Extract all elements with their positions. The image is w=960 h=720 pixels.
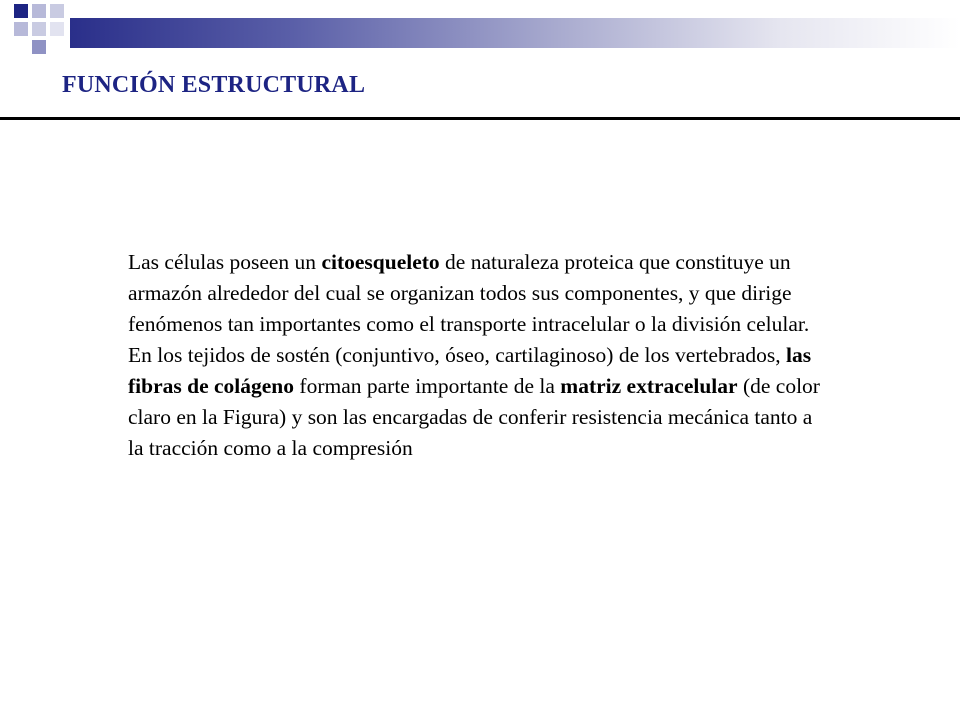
- text-run: forman parte importante de la: [294, 374, 561, 398]
- decorative-square: [32, 22, 46, 36]
- decorative-square: [14, 4, 28, 18]
- body-paragraph: [128, 247, 828, 464]
- decorative-square: [32, 40, 46, 54]
- text-run: Las células poseen un: [128, 250, 322, 274]
- header-gradient-band: [70, 18, 960, 48]
- decorative-square: [50, 22, 64, 36]
- bold-term-fibras-colageno: las fibras de colágeno: [128, 343, 812, 398]
- decorative-square: [32, 4, 46, 18]
- text-run: (de color claro en la Figura) y son las encargadas de conferir resistencia mecánica tanto a la tracción como a la compresión: [128, 374, 820, 460]
- text-run: de naturaleza proteica que constituye un armazón alrededor del cual se organizan todos sus componentes, y que dirige fenómenos tan importantes como el transporte intracelular o la división celular. En los tejidos de sostén (conjuntivo, óseo, cartilaginoso) de los vertebrados,: [128, 250, 810, 367]
- decorative-square: [50, 4, 64, 18]
- slide-title: FUNCIÓN ESTRUCTURAL: [62, 72, 366, 98]
- decorative-square: [14, 22, 28, 36]
- bold-term-citoesqueleto: citoesqueleto: [321, 250, 440, 274]
- title-divider: [0, 117, 960, 120]
- bold-term-matriz-extracelular: matriz extracelular: [560, 374, 738, 398]
